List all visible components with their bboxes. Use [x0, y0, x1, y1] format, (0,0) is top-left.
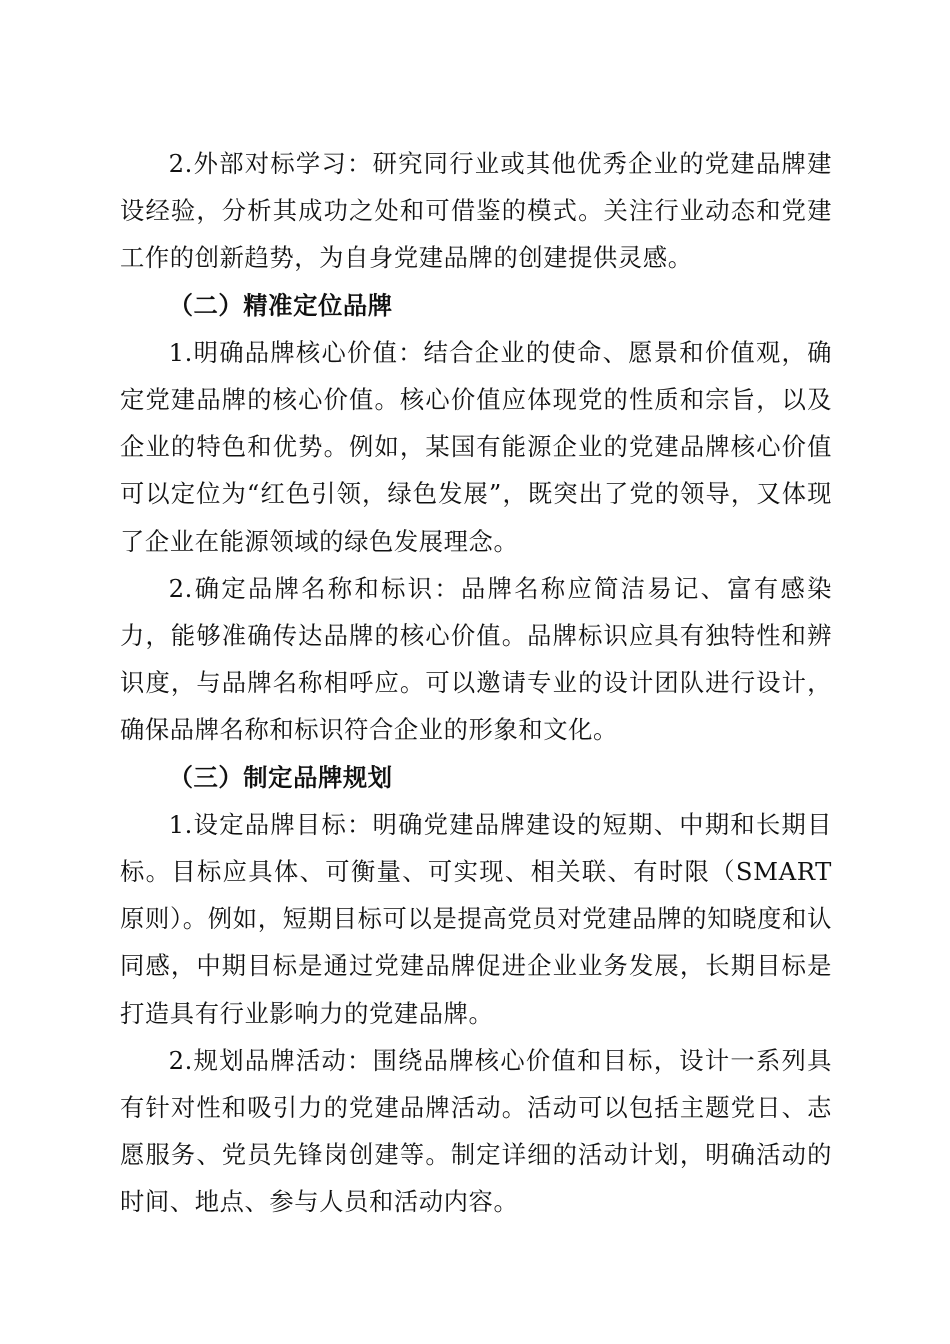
paragraph-brand-activities: 2.规划品牌活动：围绕品牌核心价值和目标，设计一系列具有针对性和吸引力的党建品牌活动。活动可以包括主题党日、志愿服务、党员先锋岗创建等。制定详细的活动计划，明确活动的时间、地点、参与人员和活动内容。: [120, 1045, 832, 1217]
paragraph-external-benchmarking: 2.外部对标学习：研究同行业或其他优秀企业的党建品牌建设经验，分析其成功之处和可借鉴的模式。关注行业动态和党建工作的创新趋势，为自身党建品牌的创建提供灵感。: [120, 149, 832, 273]
paragraph-core-value: 1.明确品牌核心价值：结合企业的使命、愿景和价值观，确定党建品牌的核心价值。核心价值应体现党的性质和宗旨，以及企业的特色和优势。例如，某国有能源企业的党建品牌核心价值可以定位为“红色引领，绿色发展”，既突出了党的领导，又体现了企业在能源领域的绿色发展理念。: [120, 337, 832, 556]
paragraph-brand-name-logo: 2.确定品牌名称和标识：品牌名称应简洁易记、富有感染力，能够准确传达品牌的核心价值。品牌标识应具有独特性和辨识度，与品牌名称相呼应。可以邀请专业的设计团队进行设计，确保品牌名称和标识符合企业的形象和文化。: [120, 573, 832, 745]
document-page: [120, 140, 832, 1226]
paragraph-brand-goals: 1.设定品牌目标：明确党建品牌建设的短期、中期和长期目标。目标应具体、可衡量、可实现、相关联、有时限（SMART原则）。例如，短期目标可以是提高党员对党建品牌的知晓度和认同感，中期目标是通过党建品牌促进企业业务发展，长期目标是打造具有行业影响力的党建品牌。: [120, 809, 832, 1028]
section-heading-planning: （三）制定品牌规划: [168, 762, 393, 792]
section-heading-positioning: （二）精准定位品牌: [168, 290, 393, 320]
